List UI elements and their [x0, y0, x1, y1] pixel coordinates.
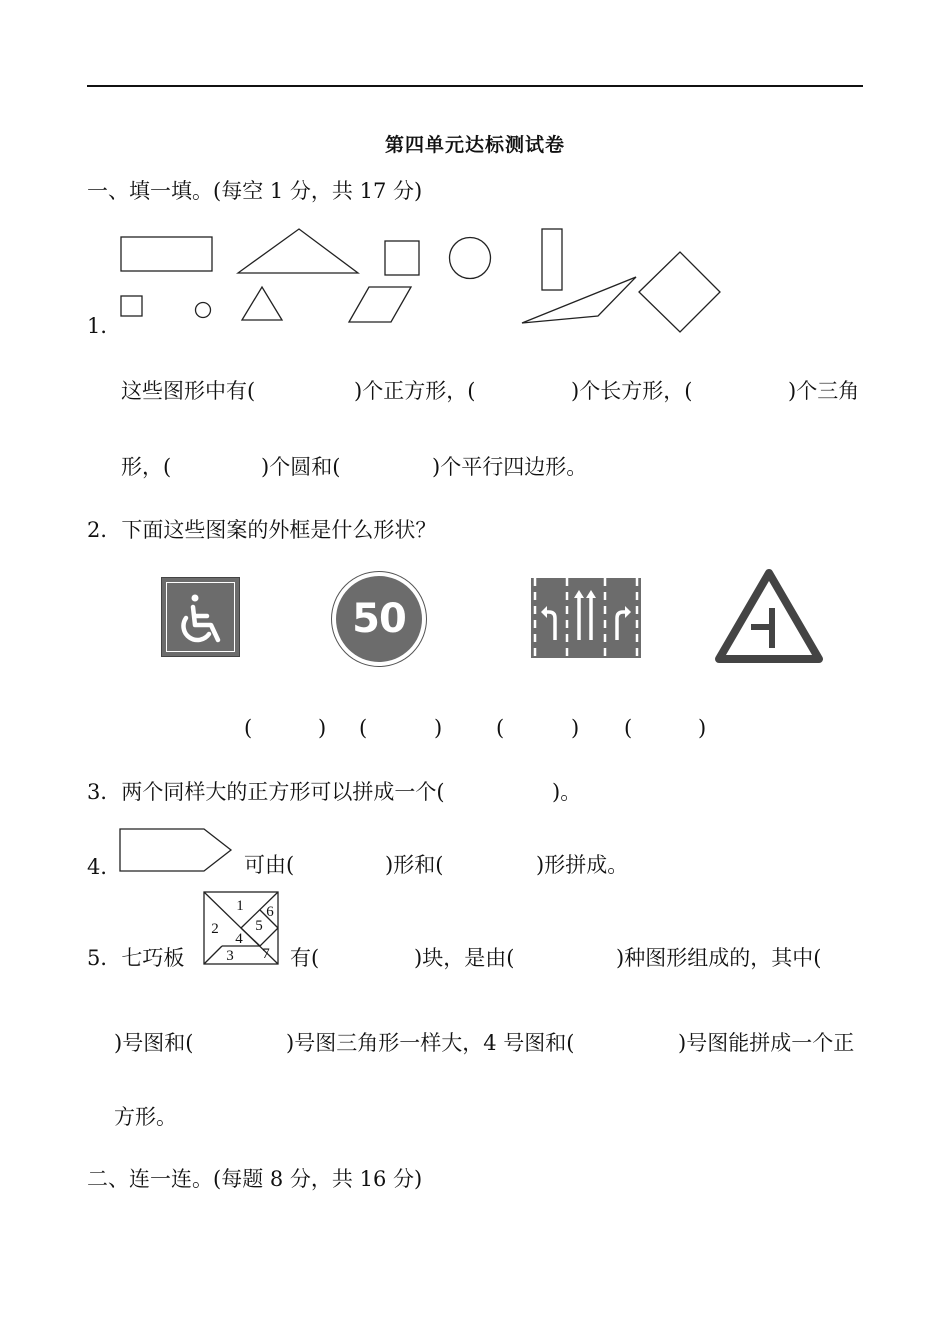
shape-triangle-obtuse [522, 277, 636, 323]
shape-square-small [121, 296, 142, 316]
q3-line [0, 782, 950, 806]
q4-line [0, 855, 950, 879]
q4-text: 可由( [244, 853, 295, 877]
q5-number-label: 5．七巧板 [87, 946, 185, 970]
tangram-label: 6 [266, 904, 274, 920]
q1-line1 [0, 381, 950, 405]
speed-limit-number: 50 [352, 596, 406, 642]
answer-bracket: ) [571, 716, 580, 740]
q1-text: )个圆和( [261, 455, 341, 479]
q3-text: )。 [552, 780, 582, 804]
answer-bracket: ) [698, 716, 707, 740]
lane-arrows-icon [531, 578, 641, 658]
answer-bracket: ( [624, 716, 633, 740]
q1-text: )个平行四边形。 [432, 455, 588, 479]
shape-circle-large [450, 238, 491, 279]
page-title: 第四单元达标测试卷 [384, 134, 565, 156]
q5-line1 [0, 948, 950, 972]
sign-lane-arrows [531, 578, 641, 658]
q5-line3: 方形。 [114, 1105, 177, 1129]
q1-text: 形，( [121, 455, 172, 479]
shape-triangle-wide [238, 229, 358, 273]
q2-answer-brackets [0, 718, 950, 742]
answer-bracket: ) [318, 716, 327, 740]
sign-speed-limit [331, 571, 427, 667]
q4-text: )形拼成。 [536, 853, 629, 877]
sign-wheelchair [161, 577, 240, 657]
section2-heading: 二、连一连。(每题 8 分，共 16 分) [87, 1167, 423, 1191]
tangram-label: 2 [211, 921, 219, 937]
shape-circle-small [196, 303, 211, 318]
q3-text: 3．两个同样大的正方形可以拼成一个( [87, 780, 445, 804]
q1-text: )个正方形，( [354, 379, 476, 403]
q4-number: 4． [87, 855, 122, 879]
answer-bracket: ( [496, 716, 505, 740]
answer-bracket: ) [434, 716, 443, 740]
shape-rectangle-tall [542, 229, 562, 290]
q5-text: 有( [290, 946, 320, 970]
wheelchair-icon [162, 578, 241, 658]
section1-heading: 一、填一填。(每空 1 分，共 17 分) [87, 179, 423, 203]
q1-text: 这些图形中有( [121, 379, 256, 403]
tangram-label: 3 [226, 948, 234, 964]
shape-diamond [639, 252, 720, 332]
q4-text: )形和( [385, 853, 444, 877]
tangram-label: 1 [236, 898, 244, 914]
q1-text: )个三角 [788, 379, 860, 403]
speed-limit-face [336, 576, 422, 662]
tangram-label: 5 [255, 918, 263, 934]
q5-text: )号图三角形一样大，4 号图和( [286, 1031, 575, 1055]
answer-bracket: ( [359, 716, 368, 740]
q5-line2 [0, 1033, 950, 1057]
q5-text: )种图形组成的，其中( [616, 946, 822, 970]
q5-text: )块，是由( [414, 946, 515, 970]
shape-parallelogram [349, 287, 411, 322]
q1-line2 [0, 457, 950, 481]
q2-question: 2．下面这些图案的外框是什么形状？ [87, 518, 437, 542]
tangram-label: 7 [262, 946, 270, 962]
q1-number: 1． [87, 314, 122, 338]
shape-triangle-equilateral [242, 287, 282, 320]
q1-text: )个长方形，( [571, 379, 693, 403]
q5-text: )号图能拼成一个正 [678, 1031, 855, 1055]
sign-warning-triangle [716, 570, 822, 662]
answer-bracket: ( [244, 716, 253, 740]
shape-square [385, 241, 419, 275]
shape-rectangle-large [121, 237, 212, 271]
q5-text: )号图和( [114, 1031, 194, 1055]
tangram-label: 4 [235, 931, 243, 947]
